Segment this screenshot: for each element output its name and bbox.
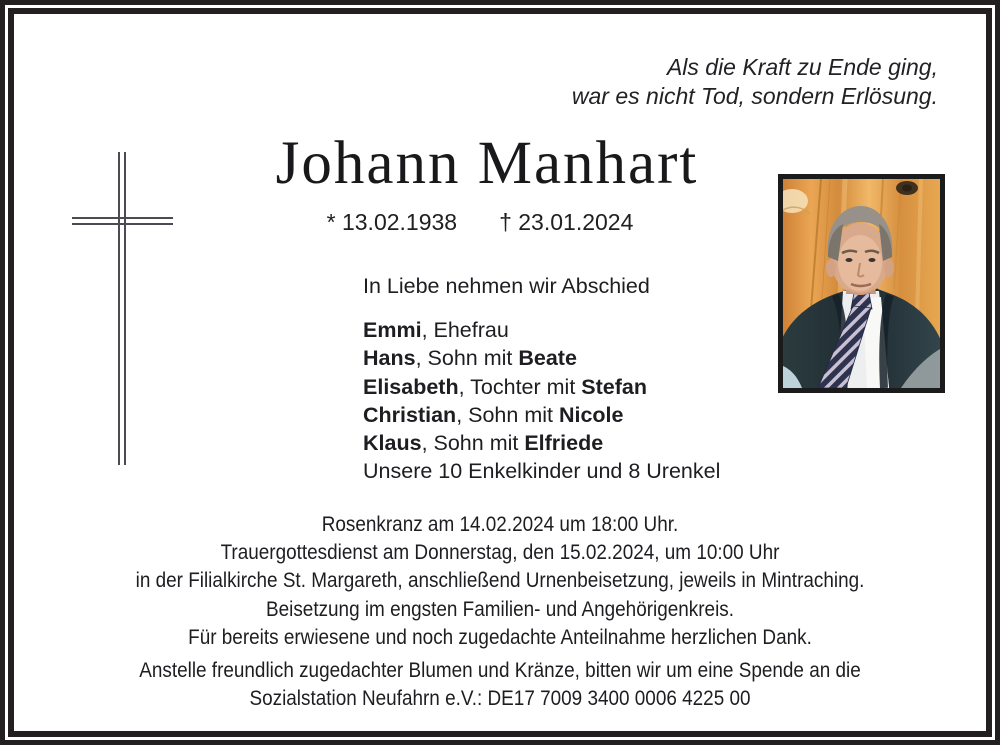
birth-date: * 13.02.1938 bbox=[326, 209, 458, 235]
family-name: Christian bbox=[363, 402, 457, 427]
family-relation: Unsere 10 Enkelkinder und 8 Urenkel bbox=[363, 459, 721, 484]
ceremony-line: Für bereits erwiesene und noch zugedachte Anteilnahme herzlichen Dank. bbox=[188, 624, 812, 649]
donation-line: Anstelle freundlich zugedachter Blumen und Kränze, bitten wir um eine Spende an die bbox=[139, 658, 861, 682]
death-date: † 23.01.2024 bbox=[499, 209, 634, 235]
portrait-photo-graphic bbox=[783, 179, 940, 388]
family-partner: Nicole bbox=[558, 402, 624, 427]
epigraph bbox=[572, 53, 938, 110]
memorial-cross-icon bbox=[118, 152, 126, 465]
family-list bbox=[363, 316, 720, 486]
family-relation: , Ehefrau bbox=[421, 318, 509, 342]
portrait-photo bbox=[778, 174, 945, 393]
family-relation: , Sohn mit bbox=[456, 402, 559, 427]
family-line bbox=[363, 429, 720, 457]
family-partner: Elfriede bbox=[524, 431, 604, 456]
family-relation: , Sohn mit bbox=[421, 431, 525, 456]
family-line bbox=[363, 344, 720, 372]
family-relation: , Sohn mit bbox=[415, 346, 519, 371]
family-relation: , Tochter mit bbox=[458, 374, 582, 399]
family-name: Emmi bbox=[363, 318, 422, 342]
family-name: Elisabeth bbox=[363, 374, 459, 399]
ceremony-line: Trauergottesdienst am Donnerstag, den 15.02.2024, um 10:00 Uhr bbox=[220, 540, 780, 565]
family-name: Klaus bbox=[363, 431, 422, 456]
ceremony-details bbox=[60, 510, 940, 651]
family-line bbox=[363, 373, 720, 401]
family-line bbox=[363, 457, 720, 485]
family-partner: Beate bbox=[518, 346, 577, 371]
ceremony-line: Rosenkranz am 14.02.2024 um 18:00 Uhr. bbox=[321, 512, 679, 536]
deceased-name: Johann Manhart bbox=[275, 130, 699, 197]
family-line bbox=[363, 316, 720, 344]
family-partner: Stefan bbox=[581, 374, 647, 399]
farewell-intro: In Liebe nehmen wir Abschied bbox=[363, 274, 650, 298]
family-line bbox=[363, 401, 720, 429]
donation-line-iban: Sozialstation Neufahrn e.V.: DE17 7009 3400 0006 4225 00 bbox=[249, 686, 751, 711]
ceremony-line: in der Filialkirche St. Margareth, anschließend Urnenbeisetzung, jeweils in Mintraching. bbox=[135, 568, 865, 593]
epigraph-line-1: Als die Kraft zu Ende ging, bbox=[666, 54, 938, 80]
ceremony-line: Beisetzung im engsten Familien- und Angehörigenkreis. bbox=[265, 596, 735, 621]
epigraph-line-2: war es nicht Tod, sondern Erlösung. bbox=[571, 82, 938, 109]
donation-request bbox=[60, 656, 940, 712]
family-name: Hans bbox=[363, 346, 416, 371]
